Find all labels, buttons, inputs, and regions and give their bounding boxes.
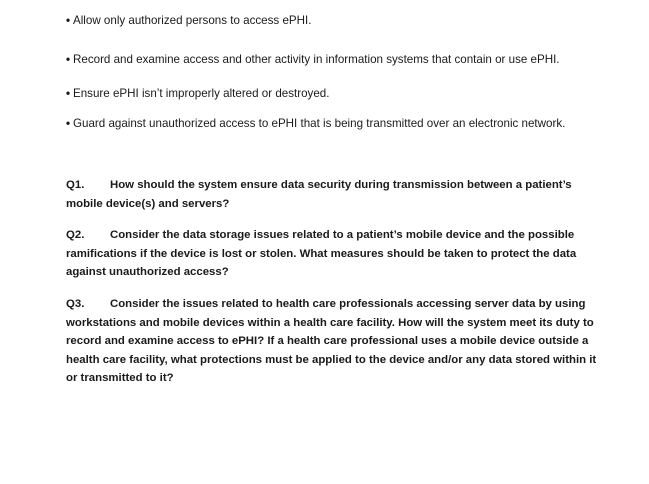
bullet-icon: • — [66, 14, 71, 27]
list-item-text: Allow only authorized persons to access ePHI. — [73, 14, 312, 27]
bullet-icon: • — [66, 117, 71, 130]
list-item — [66, 13, 311, 29]
list-item — [66, 116, 565, 132]
question-number: Q1. — [66, 179, 85, 191]
question-number: Q2. — [66, 229, 85, 242]
list-item-text: Ensure ePHI isn’t improperly altered or destroyed. — [73, 87, 330, 100]
bullet-icon: • — [66, 87, 71, 100]
list-item — [66, 86, 329, 102]
list-item-text: Guard against unauthorized access to ePHI that is being transmitted over an electronic network. — [73, 117, 566, 130]
question-q2 — [66, 226, 606, 282]
list-item — [66, 52, 560, 68]
questions-section — [66, 176, 606, 401]
bullet-icon: • — [66, 53, 71, 66]
question-number: Q3. — [66, 297, 85, 310]
list-item-text: Record and examine access and other activity in information systems that contain or use ePHI. — [73, 53, 560, 66]
question-text: Consider the issues related to health care professionals accessing server data by using workstations and mobile devices within a health care facility. How will the system meet its duty to record and examine access to ePHI? If a health care professional uses a mobile device outside a health care facility, what protections must be applied to the device and/or any data stored within it or transmitted to it? — [66, 297, 597, 385]
question-q3 — [66, 295, 606, 388]
question-text: Consider the data storage issues related to a patient’s mobile device and the possible ramifications if the device is lost or stolen. What measures should be taken to protect the data against unauthorized access? — [66, 229, 577, 279]
question-q1 — [66, 176, 606, 213]
question-text: How should the system ensure data security during transmission between a patient’s mobile device(s) and servers? — [66, 179, 572, 210]
